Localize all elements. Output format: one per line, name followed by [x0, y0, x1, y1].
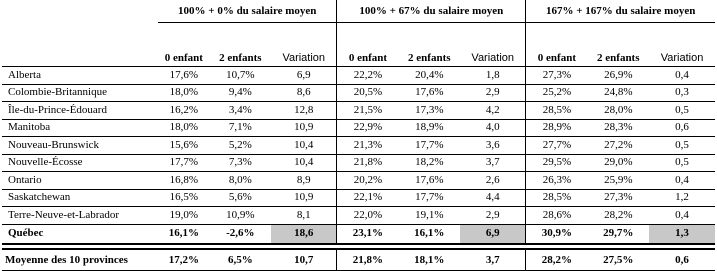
- table-row: [2, 119, 715, 137]
- value-variation: 0,6: [649, 119, 715, 137]
- province-name: Moyenne des 10 provinces: [2, 249, 158, 271]
- province-name: Nouveau-Brunswick: [2, 137, 158, 155]
- value-variation: 2,9: [460, 207, 526, 225]
- province-name: Colombie-Britannique: [2, 84, 158, 102]
- value-0-enfant: 26,3%: [526, 172, 588, 190]
- value-2-enfants: 16,1%: [398, 224, 460, 244]
- value-2-enfants: 18,1%: [398, 249, 460, 271]
- value-2-enfants: 5,6%: [210, 189, 272, 207]
- province-name: Ontario: [2, 172, 158, 190]
- value-2-enfants: 17,6%: [398, 84, 460, 102]
- value-2-enfants: 17,7%: [398, 189, 460, 207]
- value-2-enfants: 24,8%: [587, 84, 649, 102]
- value-0-enfant: 28,9%: [526, 119, 588, 137]
- value-2-enfants: 10,7%: [210, 67, 272, 85]
- value-0-enfant: 22,9%: [337, 119, 399, 137]
- group-header-2: 100% + 67% du salaire moyen: [337, 0, 526, 23]
- value-variation: 2,9: [460, 84, 526, 102]
- value-2-enfants: 27,2%: [587, 137, 649, 155]
- value-variation: 0,5: [649, 102, 715, 120]
- value-0-enfant: 22,0%: [337, 207, 399, 225]
- spacer-row: [2, 23, 715, 40]
- value-0-enfant: 22,1%: [337, 189, 399, 207]
- value-2-enfants: 27,5%: [587, 249, 649, 271]
- value-variation: 4,0: [460, 119, 526, 137]
- value-2-enfants: 29,0%: [587, 154, 649, 172]
- table-row: [2, 137, 715, 155]
- value-variation: 10,4: [271, 154, 337, 172]
- table-row: [2, 84, 715, 102]
- value-variation: 10,9: [271, 119, 337, 137]
- column-header-2-enfants: 2 enfants: [587, 39, 649, 67]
- value-variation: 0,4: [649, 67, 715, 85]
- table-row: [2, 154, 715, 172]
- value-0-enfant: 29,5%: [526, 154, 588, 172]
- value-2-enfants: 9,4%: [210, 84, 272, 102]
- value-0-enfant: 25,2%: [526, 84, 588, 102]
- value-2-enfants: -2,6%: [210, 224, 272, 244]
- value-2-enfants: 8,0%: [210, 172, 272, 190]
- value-variation: 8,9: [271, 172, 337, 190]
- value-variation: 1,2: [649, 189, 715, 207]
- value-variation: 1,3: [649, 224, 715, 244]
- value-0-enfant: 17,2%: [158, 249, 209, 271]
- value-0-enfant: 16,1%: [158, 224, 209, 244]
- value-variation: 3,7: [460, 249, 526, 271]
- value-2-enfants: 7,3%: [210, 154, 272, 172]
- column-header-row: [2, 39, 715, 67]
- value-variation: 10,9: [271, 189, 337, 207]
- value-0-enfant: 18,0%: [158, 119, 209, 137]
- value-0-enfant: 27,3%: [526, 67, 588, 85]
- value-variation: 10,4: [271, 137, 337, 155]
- value-variation: 2,6: [460, 172, 526, 190]
- average-row: [2, 249, 715, 271]
- value-2-enfants: 17,3%: [398, 102, 460, 120]
- value-variation: 6,9: [460, 224, 526, 244]
- province-name: Île-du-Prince-Édouard: [2, 102, 158, 120]
- value-2-enfants: 19,1%: [398, 207, 460, 225]
- quebec-row: [2, 224, 715, 244]
- column-header-variation: Variation: [460, 39, 526, 67]
- value-2-enfants: 20,4%: [398, 67, 460, 85]
- province-column-header: [2, 39, 158, 67]
- value-0-enfant: 21,8%: [337, 249, 399, 271]
- value-0-enfant: 20,5%: [337, 84, 399, 102]
- value-2-enfants: 26,9%: [587, 67, 649, 85]
- column-header-0-enfant: 0 enfant: [158, 39, 209, 67]
- value-0-enfant: 23,1%: [337, 224, 399, 244]
- value-variation: 3,7: [460, 154, 526, 172]
- value-0-enfant: 16,5%: [158, 189, 209, 207]
- value-0-enfant: 28,2%: [526, 249, 588, 271]
- value-0-enfant: 21,5%: [337, 102, 399, 120]
- province-name: Nouvelle-Écosse: [2, 154, 158, 172]
- value-2-enfants: 18,2%: [398, 154, 460, 172]
- value-variation: 6,9: [271, 67, 337, 85]
- value-2-enfants: 5,2%: [210, 137, 272, 155]
- column-header-0-enfant: 0 enfant: [337, 39, 399, 67]
- value-0-enfant: 17,7%: [158, 154, 209, 172]
- value-0-enfant: 18,0%: [158, 84, 209, 102]
- column-header-variation: Variation: [271, 39, 337, 67]
- column-header-2-enfants: 2 enfants: [210, 39, 272, 67]
- table-row: [2, 67, 715, 85]
- value-0-enfant: 30,9%: [526, 224, 588, 244]
- value-variation: 0,5: [649, 154, 715, 172]
- value-2-enfants: 28,3%: [587, 119, 649, 137]
- value-0-enfant: 27,7%: [526, 137, 588, 155]
- column-header-0-enfant: 0 enfant: [526, 39, 588, 67]
- value-variation: 0,5: [649, 137, 715, 155]
- value-variation: 4,4: [460, 189, 526, 207]
- table-row: [2, 172, 715, 190]
- value-0-enfant: 28,5%: [526, 102, 588, 120]
- value-variation: 0,6: [649, 249, 715, 271]
- value-0-enfant: 17,6%: [158, 67, 209, 85]
- province-name: Manitoba: [2, 119, 158, 137]
- value-2-enfants: 6,5%: [210, 249, 272, 271]
- province-name: Terre-Neuve-et-Labrador: [2, 207, 158, 225]
- value-variation: 0,4: [649, 172, 715, 190]
- value-variation: 8,1: [271, 207, 337, 225]
- value-variation: 3,6: [460, 137, 526, 155]
- value-2-enfants: 17,7%: [398, 137, 460, 155]
- table-row: [2, 189, 715, 207]
- value-2-enfants: 3,4%: [210, 102, 272, 120]
- value-variation: 0,4: [649, 207, 715, 225]
- value-0-enfant: 16,8%: [158, 172, 209, 190]
- value-2-enfants: 28,2%: [587, 207, 649, 225]
- value-2-enfants: 29,7%: [587, 224, 649, 244]
- tax-rate-table: [2, 0, 715, 271]
- value-variation: 8,6: [271, 84, 337, 102]
- value-0-enfant: 22,2%: [337, 67, 399, 85]
- value-variation: 4,2: [460, 102, 526, 120]
- value-2-enfants: 27,3%: [587, 189, 649, 207]
- group-header-row: [2, 0, 715, 23]
- value-2-enfants: 10,9%: [210, 207, 272, 225]
- value-2-enfants: 28,0%: [587, 102, 649, 120]
- value-0-enfant: 28,5%: [526, 189, 588, 207]
- group-header-3: 167% + 167% du salaire moyen: [526, 0, 715, 23]
- value-0-enfant: 28,6%: [526, 207, 588, 225]
- value-variation: 18,6: [271, 224, 337, 244]
- value-variation: 0,3: [649, 84, 715, 102]
- value-2-enfants: 7,1%: [210, 119, 272, 137]
- corner-cell: [2, 0, 158, 23]
- table-row: [2, 207, 715, 225]
- value-0-enfant: 19,0%: [158, 207, 209, 225]
- value-0-enfant: 20,2%: [337, 172, 399, 190]
- province-name: Saskatchewan: [2, 189, 158, 207]
- table-row: [2, 102, 715, 120]
- value-variation: 1,8: [460, 67, 526, 85]
- column-header-variation: Variation: [649, 39, 715, 67]
- value-2-enfants: 18,9%: [398, 119, 460, 137]
- value-2-enfants: 25,9%: [587, 172, 649, 190]
- group-header-1: 100% + 0% du salaire moyen: [158, 0, 337, 23]
- value-0-enfant: 21,8%: [337, 154, 399, 172]
- value-variation: 10,7: [271, 249, 337, 271]
- value-2-enfants: 17,6%: [398, 172, 460, 190]
- value-0-enfant: 15,6%: [158, 137, 209, 155]
- value-0-enfant: 16,2%: [158, 102, 209, 120]
- column-header-2-enfants: 2 enfants: [398, 39, 460, 67]
- value-0-enfant: 21,3%: [337, 137, 399, 155]
- province-name: Alberta: [2, 67, 158, 85]
- value-variation: 12,8: [271, 102, 337, 120]
- province-name: Québec: [2, 224, 158, 244]
